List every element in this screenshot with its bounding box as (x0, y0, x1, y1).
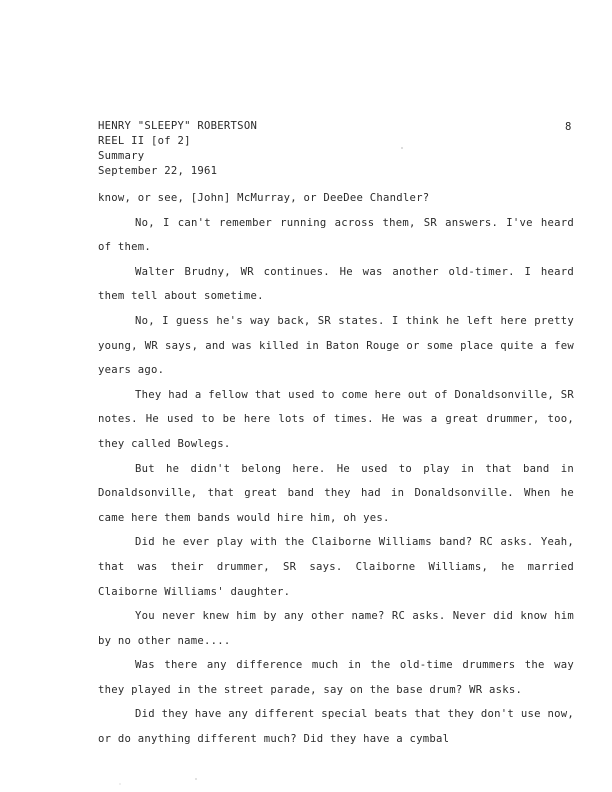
paragraph: But he didn't belong here. He used to play in that band in Donaldsonville, that great band they had in Donaldsonville. When he came here them bands would hire him, oh yes. (98, 462, 574, 524)
reel-label: REEL II [of 2] (98, 135, 191, 147)
interviewee-name: HENRY "SLEEPY" ROBERTSON (98, 120, 258, 132)
paragraph: No, I can't remember running across them, SR answers. I've heard of them. (98, 216, 574, 254)
paragraph: Walter Brudny, WR continues. He was another old-timer. I heard them tell about sometime. (98, 265, 574, 303)
page-number: 8 (565, 121, 572, 133)
paragraph: No, I guess he's way back, SR states. I think he left here pretty young, WR says, and was killed in Baton Rouge or some place quite a few years ago. (98, 314, 574, 377)
paragraph: You never knew him by any other name? RC asks. Never did know him by no other name.... (98, 610, 574, 647)
paragraph: Did he ever play with the Claiborne Williams band? RC asks. Yeah, that was their drummer, SR says. Claiborne Williams, he married Claiborne Williams' daughter. (98, 536, 574, 598)
interview-date: September 22, 1961 (98, 165, 218, 177)
paragraph: Did they have any different special beats that they don't use now, or do anything different much? Did they have a cymbal (98, 708, 574, 746)
document-type: Summary (98, 150, 145, 162)
paragraph: Was there any difference much in the old-time drummers the way they played in the street parade, say on the base drum? WR asks. (98, 659, 574, 696)
paragraph: know, or see, [John] McMurray, or DeeDee Chandler? (98, 192, 430, 204)
paragraph: They had a fellow that used to come here out of Donaldsonville, SR notes. He used to be here lots of times. He was a great drummer, too, they called Bowlegs. (98, 388, 574, 450)
